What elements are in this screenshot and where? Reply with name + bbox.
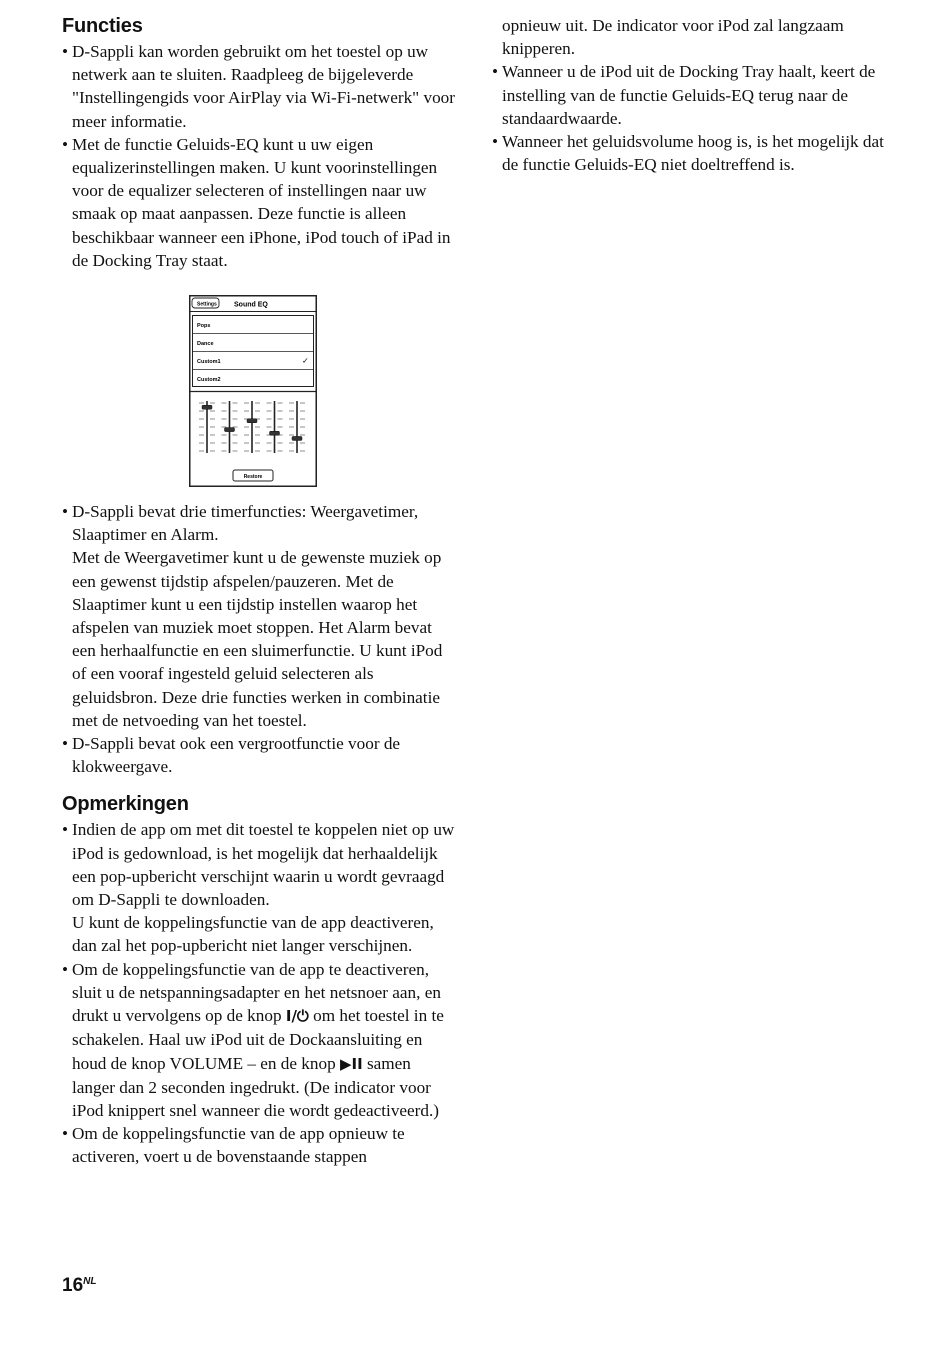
heading-opmerkingen: Opmerkingen [62,793,189,816]
preset-label: Custom2 [197,377,221,384]
eq-slider-knob[interactable] [247,419,257,423]
note-text-part: samen langer dan 2 seconden ingedrukt. (De indicator voor iPod knippert snel wanneer die wordt gedeactiveerd.) [72,1053,440,1120]
list-item: • D-Sappli bevat ook een vergrootfunctie voor de klokweergave. [62,732,457,778]
list-item: • Wanneer het geluidsvolume hoog is, is het mogelijk dat de functie Geluids-EQ niet doeltreffend is. [492,130,892,176]
list-item: • D-Sappli kan worden gebruikt om het toestel op uw netwerk aan te sluiten. Raadpleeg de bijgeleverde "Instellingengids voor AirPlay via Wi-Fi-netwerk" voor meer informatie. [62,40,457,133]
settings-back-label: Settings [197,301,217,308]
preset-label: Pops [197,323,211,330]
functies-list [62,40,457,272]
heading-functies: Functies [62,15,143,37]
list-item [62,818,457,957]
note-text: • Indien de app om met dit toestel te koppelen niet op uw iPod is gedownload, is het mogelijk dat herhaaldelijk een pop-upbericht verschijnt waarin u wordt gevraagd om D-Sappli te downloaden. [72,820,455,910]
page-number [62,1275,96,1297]
list-item: • Om de koppelingsfunctie van de app opnieuw te activeren, voert u de bovenstaande stappen [62,1122,457,1168]
sound-eq-title: Sound EQ [234,301,268,309]
eq-slider-knob[interactable] [202,405,212,409]
power-button-icon: I/⏻ [285,1007,309,1026]
right-column [492,14,892,176]
restore-label: Restore [243,473,263,480]
checkmark-icon: ✓ [302,356,309,366]
preset-label: Dance [197,341,214,348]
list-item-continuation: opnieuw uit. De indicator voor iPod zal langzaam knipperen. [502,16,844,59]
play-pause-icon: ▶II [339,1054,363,1073]
note-continuation: U kunt de koppelingsfunctie van de app deactiveren, dan zal het pop-upbericht niet langer verschijnen. [72,913,434,956]
preset-row-custom2[interactable] [197,377,221,383]
eq-slider-knob[interactable] [270,431,280,435]
page-number-value: 16 [62,1275,84,1296]
preset-row-dance[interactable] [197,341,214,347]
sound-eq-screen [189,295,317,487]
timer-list [62,500,457,778]
list-item: • Wanneer u de iPod uit de Docking Tray haalt, keert de instelling van de functie Geluids-EQ terug naar de standaardwaarde. [492,60,892,130]
preset-label: Custom1 [197,359,221,366]
list-item [62,500,457,732]
eq-slider-knob[interactable] [225,428,235,432]
language-code: NL [83,1276,97,1287]
list-item: • Met de functie Geluids-EQ kunt u uw eigen equalizerinstellingen maken. U kunt voorinstellingen voor de equalizer selecteren of instellingen naar uw smaak op maat aanpassen. Deze functie is alleen beschikbaar wanneer een iPhone, iPod touch of iPad in de Docking Tray staat. [62,133,457,272]
notes-list [62,818,457,1168]
list-item-text: • D-Sappli bevat drie timerfuncties: Weergavetimer, Slaaptimer en Alarm. [72,502,419,545]
sound-eq-illustration [189,295,317,487]
list-item [62,958,457,1122]
list-item-continuation: Met de Weergavetimer kunt u de gewenste muziek op een gewenst tijdstip afspelen/pauzeren. Met de Slaaptimer kunt u een tijdstip instellen waarop het afspelen van muziek moet stoppen. Het Alarm bevat een herhaalfunctie en een sluimerfunctie. U kunt iPod of een vooraf ingesteld geluid selecteren als geluidsbron. Deze drie functies werken in combinatie met de netvoeding van het toestel. [72,548,443,730]
eq-slider-knob[interactable] [292,436,302,440]
preset-row-pops[interactable] [197,323,210,329]
notes-list-continued [492,14,892,176]
note-text-part: Om de koppelingsfunctie van de app te deactiveren, sluit u de netspanningsadapter en het netsnoer aan, en drukt u vervolgens op de knop [72,959,441,1026]
left-column [62,14,457,1169]
note-text-part: om het toestel in te schakelen. Haal uw iPod uit de Dockaansluiting en houd de knop VOLUME – en de knop [72,1006,444,1073]
